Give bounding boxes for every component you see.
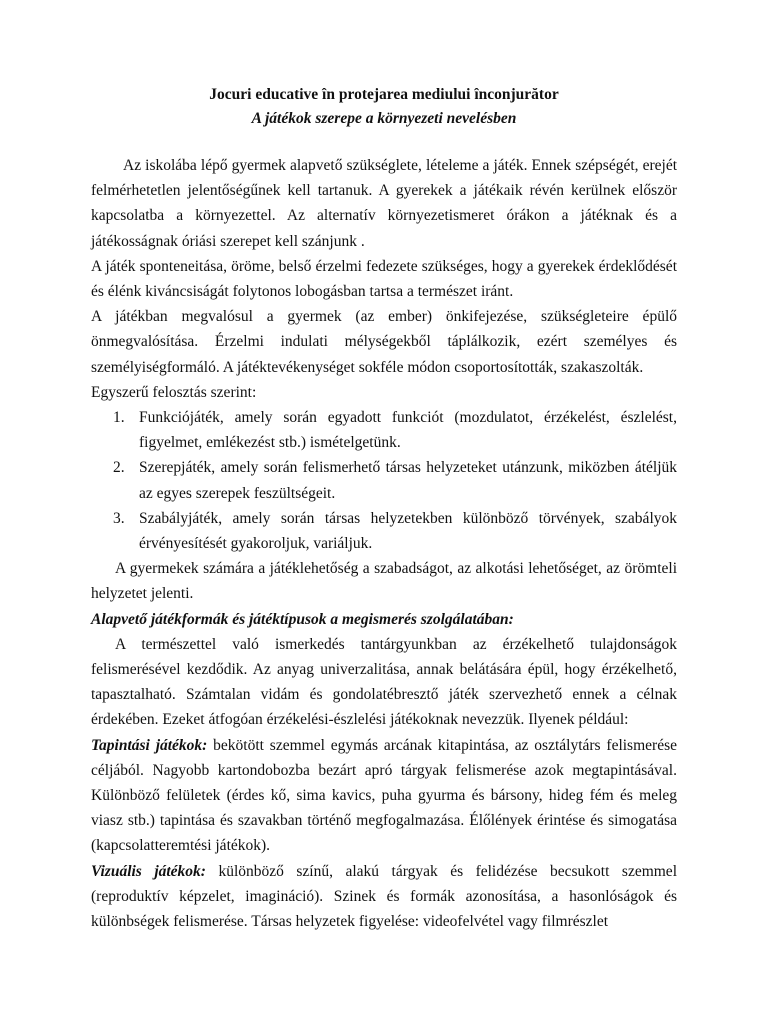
- visual-games-text: különböző színű, alakú tárgyak és felidézése becsukott szemmel (reproduktív képzelet, imagináció). Szinek és formák azonosítása, a hasonlóságok és különbségek felismerése. Társas helyzetek figyelése: videofelvétel vagy filmrészlet: [91, 862, 677, 931]
- paragraph-freedom: A gyermekek számára a játéklehetőség a szabadságot, az alkotási lehetőséget, az örömteli helyzetet jelenti.: [91, 560, 677, 603]
- list-item-text: Funkciójáték, amely során egyadott funkciót (mozdulatot, érzékelést, észlelést, figyelmet, emlékezést stb.) ismételgetünk.: [139, 409, 677, 452]
- document-subtitle: A játékok szerepe a környezeti nevelésben: [251, 110, 517, 127]
- list-item-text: Szerepjáték, amely során felismerhető társas helyzeteket utánzunk, miközben átéljük az egyes szerepek feszültségeit.: [139, 459, 677, 502]
- list-item: [91, 405, 677, 455]
- document-title: Jocuri educative în protejarea mediului înconjurător: [209, 86, 559, 103]
- list-item-number: 1.: [113, 409, 125, 427]
- tactile-games-text: bekötött szemmel egymás arcának kitapintása, az osztálytárs felismerése céljából. Nagyobb kartondobozba bezárt apró tárgyak felismerése azok megtapintásával. Különböző felületek (érdes kő, sima kavics, puha gyurma és bársony, hideg fém és meleg viasz stb.) tapintása és szavakban történő megfogalmazása. Élőlények érintése és simogatása (kapcsolatteremtési játékok).: [91, 736, 677, 855]
- paragraph-tactile-games: [91, 733, 677, 859]
- paragraph-spontaneity: A játék sponteneitása, öröme, belső érzelmi fedezete szükséges, hogy a gyerekek érdeklődését és élénk kiváncsiságát folytonos lobogásban tartsa a természet iránt.: [91, 257, 677, 301]
- list-item: [91, 506, 677, 556]
- visual-games-label: Vizuális játékok:: [91, 862, 206, 880]
- tactile-games-label: Tapintási játékok:: [91, 736, 208, 754]
- list-item-text: Szabályjáték, amely során társas helyzetekben különböző törvények, szabályok érvényesítését gyakoroljuk, variáljuk.: [139, 509, 677, 553]
- list-item: [91, 455, 677, 505]
- game-types-list: [91, 405, 677, 556]
- list-item-number: 3.: [113, 509, 125, 527]
- section-heading: Alapvető játékformák és játéktípusok a megismerés szolgálatában:: [91, 610, 514, 628]
- list-item-number: 2.: [113, 459, 125, 477]
- paragraph-self-expression: A játékban megvalósul a gyermek (az ember) önkifejezése, szükségleteire épülő önmegvalósítása. Érzelmi indulati mélységekből táplálkozik, ezért személyes és személyiségformáló. A játéktevékenységet sokféle módon csoportosították, szakaszolták.: [91, 308, 677, 376]
- paragraph-visual-games: [91, 859, 677, 935]
- paragraph-perception: A természettel való ismerkedés tantárgyunkban az érzékelhető tulajdonságok felismerésével kezdődik. Az anyag univerzalitása, annak belátására épül, hogy érzékelhető, tapasztalható. Számtalan vidám és gondolatébresztő játék szervezhető ennek a célnak érdekében. Ezeket átfogóan érzékelési-észlelési játékoknak nevezzük. Ilyenek például:: [91, 635, 677, 729]
- document-page: [91, 83, 677, 934]
- paragraph-division-intro: Egyszerű felosztás szerint:: [91, 383, 257, 401]
- paragraph-intro: Az iskolába lépő gyermek alapvető szükséglete, lételeme a játék. Ennek szépségét, erejét felmérhetetlen jelentőségűnek kell tartanuk. A gyerekek a játékaik révén kerülnek először kapcsolatba a környezettel. Az alternatív környezetismeret órákon a játéknak és a játékosságnak óriási szerepet kell szánjunk .: [91, 157, 677, 250]
